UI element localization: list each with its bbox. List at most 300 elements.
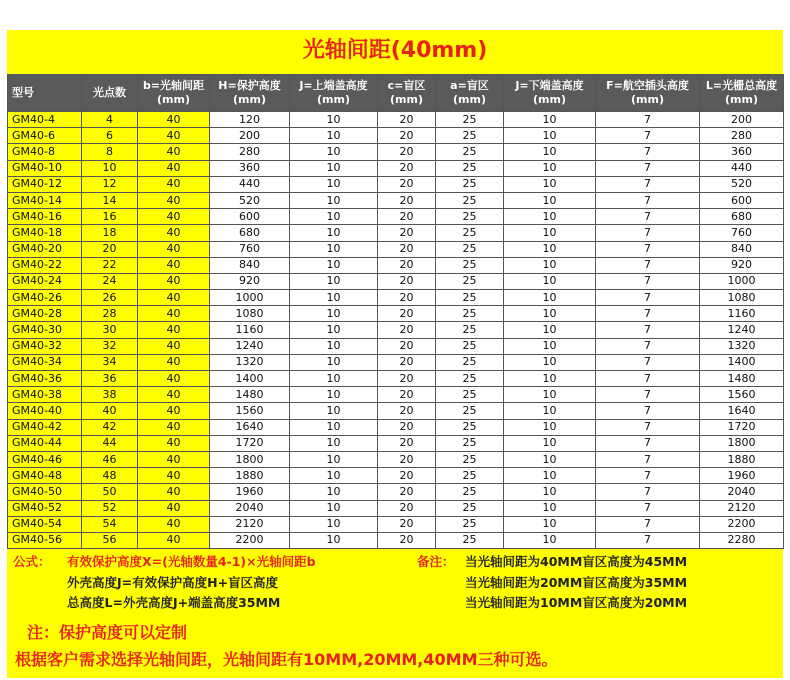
- table-cell: 10: [504, 192, 596, 208]
- table-cell: 20: [378, 484, 436, 500]
- table-cell: 40: [138, 290, 210, 306]
- table-cell: GM40-20: [8, 241, 82, 257]
- table-cell: GM40-12: [8, 176, 82, 192]
- table-cell: 680: [210, 225, 290, 241]
- page-title: 光轴间距(40mm): [302, 38, 488, 63]
- table-cell: 1400: [210, 371, 290, 387]
- table-cell: 40: [138, 500, 210, 516]
- table-cell: 25: [436, 144, 504, 160]
- table-cell: 20: [378, 176, 436, 192]
- column-header: [596, 75, 700, 112]
- table-cell: 10: [504, 403, 596, 419]
- table-cell: 40: [138, 241, 210, 257]
- column-header-line: J=上端盖高度: [299, 79, 368, 92]
- column-header-line: H=保护高度: [218, 79, 281, 92]
- table-cell: 1320: [700, 338, 784, 354]
- column-header-line: (mm): [233, 93, 266, 106]
- table-cell: GM40-26: [8, 290, 82, 306]
- table-cell: 7: [596, 257, 700, 273]
- table-row: [8, 419, 784, 435]
- table-cell: 40: [138, 225, 210, 241]
- column-header-line: (mm): [725, 93, 758, 106]
- table-cell: GM40-10: [8, 160, 82, 176]
- table-cell: 280: [210, 144, 290, 160]
- table-cell: 840: [210, 257, 290, 273]
- custom-height-note: 注：保护高度可以定制: [27, 623, 188, 642]
- table-cell: 1720: [210, 435, 290, 451]
- table-cell: 10: [504, 273, 596, 289]
- table-cell: 20: [378, 144, 436, 160]
- table-cell: 7: [596, 354, 700, 370]
- table-cell: 40: [138, 306, 210, 322]
- table-cell: 25: [436, 241, 504, 257]
- table-cell: 10: [504, 257, 596, 273]
- table-cell: GM40-30: [8, 322, 82, 338]
- table-cell: 20: [378, 403, 436, 419]
- table-cell: 25: [436, 371, 504, 387]
- table-cell: 10: [290, 371, 378, 387]
- table-cell: 40: [138, 322, 210, 338]
- column-header: [700, 75, 784, 112]
- remark-line-3: 当光轴间距为10MM盲区高度为20MM: [465, 595, 688, 610]
- table-cell: GM40-14: [8, 192, 82, 208]
- column-header-line: (mm): [157, 93, 190, 106]
- table-row: [8, 306, 784, 322]
- table-cell: 10: [504, 160, 596, 176]
- table-cell: 52: [82, 500, 138, 516]
- table-cell: 1800: [700, 435, 784, 451]
- column-header: [436, 75, 504, 112]
- table-cell: GM40-38: [8, 387, 82, 403]
- table-cell: 25: [436, 468, 504, 484]
- table-cell: 10: [504, 435, 596, 451]
- table-row: [8, 500, 784, 516]
- table-cell: 1320: [210, 354, 290, 370]
- table-cell: 10: [504, 144, 596, 160]
- table-cell: GM40-48: [8, 468, 82, 484]
- table-cell: 25: [436, 354, 504, 370]
- table-cell: 10: [504, 468, 596, 484]
- table-cell: 25: [436, 532, 504, 548]
- table-cell: 1000: [700, 273, 784, 289]
- table-cell: 20: [82, 241, 138, 257]
- table-cell: 7: [596, 306, 700, 322]
- table-cell: 10: [504, 241, 596, 257]
- table-cell: 10: [290, 192, 378, 208]
- column-header: [290, 75, 378, 112]
- table-cell: 280: [700, 128, 784, 144]
- notes-section: [7, 546, 783, 678]
- table-cell: 680: [700, 209, 784, 225]
- table-cell: 10: [290, 516, 378, 532]
- column-header: [378, 75, 436, 112]
- column-header-line: b=光轴间距: [142, 79, 205, 92]
- table-cell: 25: [436, 128, 504, 144]
- table-cell: 10: [290, 322, 378, 338]
- table-cell: 600: [700, 192, 784, 208]
- table-cell: 10: [504, 322, 596, 338]
- table-cell: 40: [138, 192, 210, 208]
- table-cell: 20: [378, 516, 436, 532]
- table-cell: GM40-22: [8, 257, 82, 273]
- table-cell: 25: [436, 387, 504, 403]
- table-cell: GM40-44: [8, 435, 82, 451]
- table-cell: 20: [378, 500, 436, 516]
- table-row: [8, 176, 784, 192]
- table-cell: 14: [82, 192, 138, 208]
- column-header-line: (mm): [317, 93, 350, 106]
- table-cell: 20: [378, 435, 436, 451]
- table-cell: 7: [596, 387, 700, 403]
- table-cell: 7: [596, 371, 700, 387]
- table-cell: 2040: [700, 484, 784, 500]
- table-cell: 24: [82, 273, 138, 289]
- table-cell: 7: [596, 144, 700, 160]
- table-cell: 920: [210, 273, 290, 289]
- table-cell: 1240: [210, 338, 290, 354]
- table-cell: 10: [290, 338, 378, 354]
- formula-line-1: 有效保护高度X=(光轴数量4-1)×光轴间距b: [67, 554, 316, 569]
- table-cell: 20: [378, 225, 436, 241]
- table-row: [8, 241, 784, 257]
- table-cell: 10: [504, 451, 596, 467]
- spec-table: [7, 74, 784, 549]
- table-cell: 40: [138, 371, 210, 387]
- table-cell: GM40-42: [8, 419, 82, 435]
- table-cell: 520: [210, 192, 290, 208]
- table-cell: 46: [82, 451, 138, 467]
- table-cell: 10: [290, 484, 378, 500]
- table-cell: 7: [596, 225, 700, 241]
- table-cell: GM40-18: [8, 225, 82, 241]
- table-cell: GM40-40: [8, 403, 82, 419]
- table-cell: 10: [504, 500, 596, 516]
- table-cell: 20: [378, 387, 436, 403]
- table-row: [8, 371, 784, 387]
- table-cell: 20: [378, 112, 436, 128]
- table-cell: 7: [596, 419, 700, 435]
- table-cell: 1560: [700, 387, 784, 403]
- table-cell: GM40-54: [8, 516, 82, 532]
- table-cell: 440: [210, 176, 290, 192]
- table-cell: 1480: [210, 387, 290, 403]
- table-cell: 7: [596, 532, 700, 548]
- table-cell: 25: [436, 322, 504, 338]
- table-cell: 10: [504, 419, 596, 435]
- table-cell: 40: [138, 419, 210, 435]
- table-cell: 1000: [210, 290, 290, 306]
- table-cell: 10: [290, 532, 378, 548]
- table-cell: GM40-4: [8, 112, 82, 128]
- table-cell: 40: [138, 468, 210, 484]
- table-cell: 20: [378, 209, 436, 225]
- table-row: [8, 516, 784, 532]
- table-cell: 1560: [210, 403, 290, 419]
- table-cell: 20: [378, 419, 436, 435]
- table-cell: 10: [504, 176, 596, 192]
- table-row: [8, 338, 784, 354]
- spacing-choice-note: 根据客户需求选择光轴间距，光轴间距有10MM,20MM,40MM三种可选。: [15, 650, 558, 669]
- table-cell: 1160: [210, 322, 290, 338]
- table-row: [8, 403, 784, 419]
- table-cell: 25: [436, 403, 504, 419]
- table-cell: 10: [290, 468, 378, 484]
- table-cell: 2280: [700, 532, 784, 548]
- table-cell: 40: [138, 387, 210, 403]
- table-cell: 10: [504, 387, 596, 403]
- table-cell: 40: [138, 209, 210, 225]
- remark-label: 备注：: [417, 554, 455, 569]
- table-cell: 10: [504, 290, 596, 306]
- table-cell: 25: [436, 192, 504, 208]
- table-cell: 1400: [700, 354, 784, 370]
- table-cell: 7: [596, 290, 700, 306]
- table-cell: 20: [378, 241, 436, 257]
- table-cell: 56: [82, 532, 138, 548]
- table-cell: 36: [82, 371, 138, 387]
- table-cell: 10: [504, 209, 596, 225]
- column-header-line: (mm): [453, 93, 486, 106]
- table-cell: 34: [82, 354, 138, 370]
- table-cell: 1640: [210, 419, 290, 435]
- table-cell: 10: [504, 516, 596, 532]
- table-cell: 20: [378, 128, 436, 144]
- table-cell: 7: [596, 273, 700, 289]
- table-cell: 920: [700, 257, 784, 273]
- table-cell: 1160: [700, 306, 784, 322]
- table-cell: 22: [82, 257, 138, 273]
- table-cell: 10: [82, 160, 138, 176]
- table-cell: 25: [436, 176, 504, 192]
- table-row: [8, 451, 784, 467]
- table-cell: 10: [290, 225, 378, 241]
- table-cell: 40: [82, 403, 138, 419]
- table-row: [8, 225, 784, 241]
- table-cell: 40: [138, 160, 210, 176]
- table-cell: 30: [82, 322, 138, 338]
- table-cell: 7: [596, 516, 700, 532]
- column-header: [210, 75, 290, 112]
- table-cell: 6: [82, 128, 138, 144]
- column-header-line: a=盲区: [450, 79, 489, 92]
- table-cell: 1800: [210, 451, 290, 467]
- table-cell: GM40-8: [8, 144, 82, 160]
- table-cell: 40: [138, 338, 210, 354]
- table-cell: 40: [138, 484, 210, 500]
- table-cell: 10: [290, 209, 378, 225]
- table-cell: 7: [596, 160, 700, 176]
- column-header: [138, 75, 210, 112]
- table-cell: 20: [378, 354, 436, 370]
- table-row: [8, 435, 784, 451]
- column-header-line: (mm): [390, 93, 423, 106]
- table-header-row: [8, 75, 784, 112]
- table-cell: 7: [596, 500, 700, 516]
- table-cell: 1080: [700, 290, 784, 306]
- table-row: [8, 387, 784, 403]
- table-cell: 360: [210, 160, 290, 176]
- table-cell: 25: [436, 290, 504, 306]
- table-row: [8, 144, 784, 160]
- table-cell: 18: [82, 225, 138, 241]
- spec-sheet: [7, 30, 783, 678]
- table-cell: 40: [138, 451, 210, 467]
- table-cell: 48: [82, 468, 138, 484]
- table-cell: 2120: [210, 516, 290, 532]
- table-cell: 20: [378, 257, 436, 273]
- table-cell: 520: [700, 176, 784, 192]
- table-cell: GM40-34: [8, 354, 82, 370]
- table-cell: 1640: [700, 403, 784, 419]
- table-cell: 1720: [700, 419, 784, 435]
- table-cell: 760: [700, 225, 784, 241]
- table-cell: 40: [138, 176, 210, 192]
- table-cell: 25: [436, 419, 504, 435]
- table-cell: 10: [504, 128, 596, 144]
- table-cell: 12: [82, 176, 138, 192]
- table-cell: 7: [596, 403, 700, 419]
- table-cell: 10: [290, 403, 378, 419]
- table-cell: 7: [596, 241, 700, 257]
- table-cell: 10: [290, 257, 378, 273]
- table-cell: 20: [378, 451, 436, 467]
- table-row: [8, 273, 784, 289]
- table-cell: 40: [138, 516, 210, 532]
- table-cell: 38: [82, 387, 138, 403]
- formula-label: 公式：: [13, 554, 51, 569]
- table-cell: 20: [378, 160, 436, 176]
- table-row: [8, 209, 784, 225]
- table-cell: 10: [290, 273, 378, 289]
- table-cell: 7: [596, 435, 700, 451]
- table-cell: 40: [138, 257, 210, 273]
- table-cell: 28: [82, 306, 138, 322]
- table-cell: 10: [290, 387, 378, 403]
- column-header-line: (mm): [533, 93, 566, 106]
- table-cell: 40: [138, 144, 210, 160]
- table-cell: 40: [138, 403, 210, 419]
- table-cell: 10: [504, 225, 596, 241]
- table-row: [8, 257, 784, 273]
- table-cell: 25: [436, 484, 504, 500]
- table-cell: 200: [210, 128, 290, 144]
- table-cell: 10: [504, 484, 596, 500]
- table-row: [8, 290, 784, 306]
- table-cell: 10: [504, 532, 596, 548]
- table-cell: 20: [378, 371, 436, 387]
- table-cell: 54: [82, 516, 138, 532]
- table-cell: 40: [138, 532, 210, 548]
- table-cell: 120: [210, 112, 290, 128]
- table-cell: 7: [596, 192, 700, 208]
- table-cell: 7: [596, 468, 700, 484]
- column-header-line: 光点数: [93, 86, 126, 99]
- table-cell: 10: [504, 354, 596, 370]
- table-cell: 40: [138, 128, 210, 144]
- table-cell: 4: [82, 112, 138, 128]
- table-cell: 25: [436, 160, 504, 176]
- table-cell: 7: [596, 338, 700, 354]
- table-cell: 1080: [210, 306, 290, 322]
- table-cell: 1480: [700, 371, 784, 387]
- table-cell: 2120: [700, 500, 784, 516]
- table-cell: 44: [82, 435, 138, 451]
- table-row: [8, 468, 784, 484]
- table-cell: 25: [436, 435, 504, 451]
- table-cell: 25: [436, 225, 504, 241]
- table-cell: 25: [436, 306, 504, 322]
- table-row: [8, 160, 784, 176]
- table-cell: 10: [290, 500, 378, 516]
- table-cell: 10: [290, 290, 378, 306]
- table-cell: 32: [82, 338, 138, 354]
- table-cell: 25: [436, 257, 504, 273]
- table-cell: 10: [290, 354, 378, 370]
- column-header-line: F=航空插头高度: [606, 79, 689, 92]
- table-cell: 10: [290, 241, 378, 257]
- table-cell: 20: [378, 338, 436, 354]
- table-cell: 40: [138, 112, 210, 128]
- formula-line-3: 总高度L=外壳高度J+端盖高度35MM: [67, 595, 281, 610]
- table-cell: 840: [700, 241, 784, 257]
- table-cell: GM40-24: [8, 273, 82, 289]
- table-cell: 10: [290, 419, 378, 435]
- table-cell: GM40-56: [8, 532, 82, 548]
- table-cell: 200: [700, 112, 784, 128]
- table-cell: 20: [378, 290, 436, 306]
- table-cell: 10: [290, 451, 378, 467]
- table-cell: 7: [596, 128, 700, 144]
- table-cell: 7: [596, 112, 700, 128]
- table-cell: GM40-32: [8, 338, 82, 354]
- table-cell: 7: [596, 209, 700, 225]
- table-cell: GM40-50: [8, 484, 82, 500]
- table-cell: 25: [436, 451, 504, 467]
- table-row: [8, 484, 784, 500]
- table-cell: 20: [378, 468, 436, 484]
- table-cell: 1880: [210, 468, 290, 484]
- table-cell: 10: [290, 128, 378, 144]
- table-cell: 10: [290, 144, 378, 160]
- column-header-line: J=下端盖高度: [515, 79, 584, 92]
- table-cell: 8: [82, 144, 138, 160]
- remark-line-2: 当光轴间距为20MM盲区高度为35MM: [465, 575, 688, 590]
- table-cell: 760: [210, 241, 290, 257]
- table-cell: 2200: [700, 516, 784, 532]
- table-cell: 1960: [700, 468, 784, 484]
- table-cell: 20: [378, 322, 436, 338]
- table-cell: 10: [290, 435, 378, 451]
- table-cell: 7: [596, 484, 700, 500]
- table-cell: GM40-52: [8, 500, 82, 516]
- table-cell: 25: [436, 516, 504, 532]
- table-cell: 2200: [210, 532, 290, 548]
- table-cell: GM40-16: [8, 209, 82, 225]
- table-row: [8, 354, 784, 370]
- table-row: [8, 128, 784, 144]
- table-cell: 20: [378, 192, 436, 208]
- table-row: [8, 192, 784, 208]
- table-cell: 10: [504, 371, 596, 387]
- table-cell: 7: [596, 176, 700, 192]
- table-cell: 25: [436, 273, 504, 289]
- table-cell: 42: [82, 419, 138, 435]
- table-cell: 20: [378, 532, 436, 548]
- remark-line-1: 当光轴间距为40MM盲区高度为45MM: [465, 554, 688, 569]
- table-cell: 10: [504, 306, 596, 322]
- table-cell: 10: [290, 176, 378, 192]
- column-header-line: c=盲区: [387, 79, 426, 92]
